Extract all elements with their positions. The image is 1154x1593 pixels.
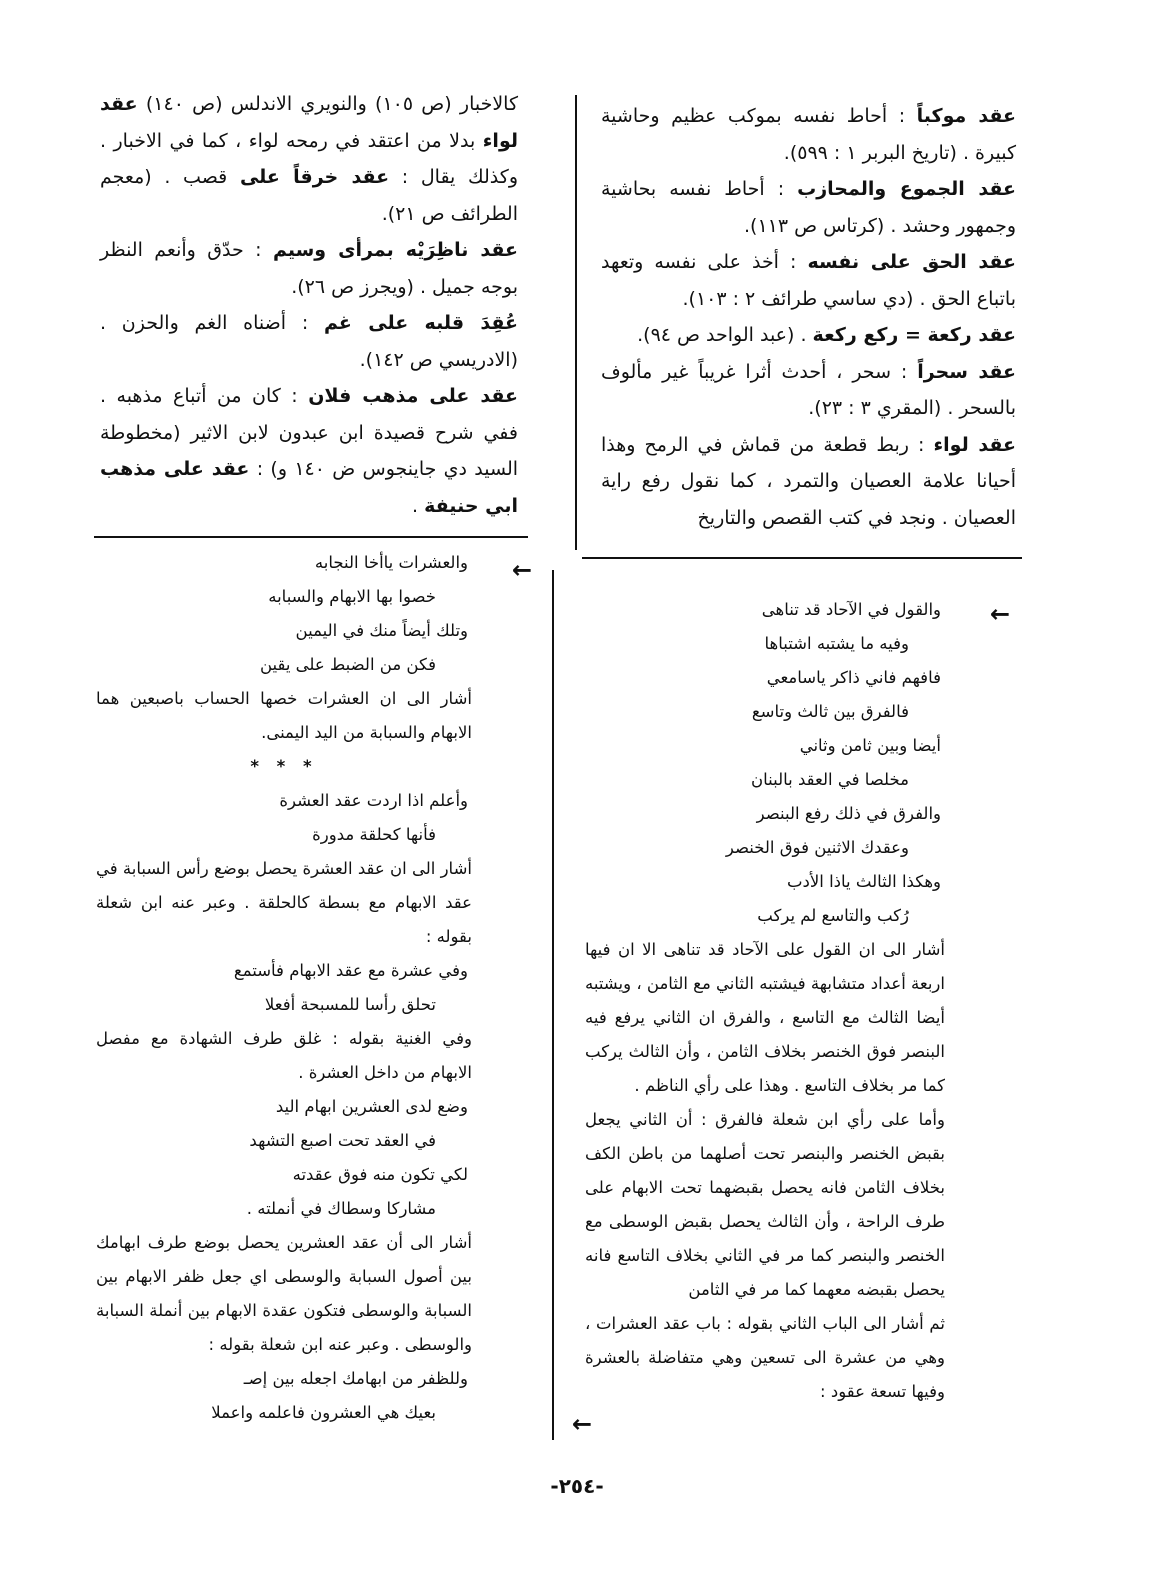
verse-line: والعشرات ياأخا النجابه bbox=[314, 553, 468, 572]
entry-text: . (عبد الواحد ص ٩٤). bbox=[637, 324, 813, 346]
entry-headword: عقد ناظِرَيْه بمرأى وسيم bbox=[272, 239, 518, 261]
verse-line: مخلصا في العقد بالبنان bbox=[751, 770, 909, 789]
verse-line: وتلك أيضاً منك في اليمين bbox=[295, 621, 468, 640]
entry-headword: عقد الحق على نفسه bbox=[807, 251, 1016, 273]
verse-line: خصوا بها الابهام والسبابه bbox=[268, 587, 436, 606]
entry-headword: عقد موكباً bbox=[916, 105, 1017, 127]
arrow-left-section: ← bbox=[512, 556, 533, 584]
dictionary-entry bbox=[100, 378, 518, 524]
page-number: -٢٥٤- bbox=[550, 1474, 604, 1498]
verse-line: بعيك هي العشرون فاعلمه واعملا bbox=[211, 1403, 436, 1422]
entry-text: . bbox=[412, 494, 425, 517]
dictionary-entry bbox=[601, 171, 1016, 244]
entry-text: بدلا من اعتقد في رمحه لواء ، كما في الاخبار . وكذلك يقال : bbox=[100, 129, 519, 188]
commentary-paragraph: ثم أشار الى الباب الثاني بقوله : باب عقد العشرات ، وهي من عشرة الى تسعين وهي متفاضلة بالعشرة وفيها تسعة عقود : bbox=[585, 1314, 945, 1401]
verse-line: وهكذا الثالث ياذا الأدب bbox=[786, 872, 941, 891]
dictionary-entry bbox=[100, 86, 518, 232]
entry-text: : حدّق وأنعم النظر بوجه جميل . (ويجرز ص ٢٦). bbox=[100, 239, 518, 298]
entry-headword: عقد على مذهب فلان bbox=[308, 385, 519, 407]
entry-text: قصب . (معجم الطرائف ص ٢١). bbox=[100, 166, 518, 225]
arrow-right-section: ← bbox=[990, 600, 1011, 628]
entry-text: : أحاط نفسه بحاشية وجمهور وحشد . (كرتاس ص ١١٣). bbox=[601, 178, 1016, 237]
entry-headword: عُقِدَ قلبه على غم bbox=[324, 312, 518, 334]
verse-line: فافهم فاني ذاكر ياسامعي bbox=[766, 668, 941, 687]
right-section-rule bbox=[582, 557, 1022, 559]
dictionary-entry bbox=[601, 317, 1016, 354]
verse-line: رُكب والتاسع لم يركب bbox=[757, 906, 909, 925]
entry-headword: عقد لواء bbox=[933, 433, 1016, 456]
dictionary-entry bbox=[100, 232, 518, 305]
commentary-paragraph: أشار الى أن عقد العشرين يحصل بوضع طرف ابهامك بين أصول السبابة والوسطى اي جعل ظفر الابهام بين السبابة والوسطى فتكون عقدة الابهام بين أنملة السبابة والوسطى . وعبر عنه ابن شعلة بقوله : bbox=[96, 1233, 472, 1354]
entry-text: : أحاط نفسه بموكب عظيم وحاشية كبيرة . (تاريخ البربر ١ : ٥٩٩). bbox=[601, 105, 1016, 164]
commentary-paragraph: أشار الى ان عقد العشرة يحصل بوضع رأس السبابة في عقد الابهام مع بسطة كالحلقة . وعبر عنه ابن شعلة بقوله : bbox=[96, 859, 472, 946]
commentary-paragraph: وفي الغنية بقوله : غلق طرف الشهادة مع مفصل الابهام من داخل العشرة . bbox=[96, 1029, 472, 1082]
verse-line: أيضا وبين ثامن وثاني bbox=[799, 736, 941, 755]
dictionary-entry bbox=[601, 98, 1016, 171]
verse-line: فكن من الضبط على يقين bbox=[259, 655, 436, 674]
entry-text: : أضناه الغم والحزن . (الادريسي ص ١٤٢). bbox=[100, 312, 518, 371]
dictionary-entry bbox=[100, 305, 518, 378]
column-divider-bottom bbox=[552, 570, 554, 1440]
entry-headword: عقد خرقاً على bbox=[239, 166, 390, 188]
arrow-right-continue: ← bbox=[572, 1410, 593, 1438]
commentary-paragraph: أشار الى ان القول على الآحاد قد تناهى الا ان فيها اربعة أعداد متشابهة فيشتبه الثاني مع الثامن ، ويشتبه أيضا الثالث مع التاسع ، والفرق ان الثاني يرفع فيه البنصر فوق الخنصر بخلاف الثامن ، وأن الثالث يركب كما مر بخلاف التاسع . وهذا على رأي الناظم . bbox=[585, 940, 945, 1095]
dictionary-entry bbox=[601, 244, 1016, 317]
verse-line: وفيه ما يشتبه اشتباها bbox=[764, 634, 909, 653]
verse-line: وضع لدى العشرين ابهام اليد bbox=[275, 1097, 468, 1116]
entry-text: : أخذ على نفسه وتعهد باتباع الحق . (دي ساسي طرائف ٢ : ١٠٣). bbox=[601, 251, 1016, 310]
verse-line: فأنها كحلقة مدورة bbox=[312, 825, 436, 844]
verse-line: والفرق في ذلك رفع البنصر bbox=[756, 804, 941, 823]
entry-text: : كان من أتباع مذهبه . ففي شرح قصيدة ابن عبدون لابن الاثير (مخطوطة السيد دي جاينجوس ض ١٤٠ و) : bbox=[100, 385, 519, 480]
entry-headword: عقد على مذهب ابي حنيفة bbox=[100, 458, 518, 517]
entry-headword: عقد سحراً bbox=[917, 360, 1016, 383]
right-column-verses bbox=[585, 593, 945, 1409]
verse-line: وأعلم اذا اردت عقد العشرة bbox=[279, 791, 468, 810]
verse-line: في العقد تحت اصبع التشهد bbox=[249, 1131, 436, 1150]
left-section-rule bbox=[94, 536, 528, 538]
entry-headword: عقد ركعة = ركع ركعة bbox=[812, 324, 1016, 346]
verse-line: وعقدك الاثنين فوق الخنصر bbox=[725, 838, 909, 857]
dictionary-entry bbox=[601, 427, 1016, 537]
entry-text: : ربط قطعة من قماش في الرمح وهذا أحيانا علامة العصيان والتمرد ، كما نقول رفع راية العصيان . ونجد في كتب القصص والتاريخ bbox=[601, 433, 1016, 529]
right-column-entries bbox=[601, 98, 1016, 536]
entry-headword: عقد الجموع والمحازب bbox=[797, 178, 1016, 200]
entry-text: كالاخبار (ص ١٠٥) والنويري الاندلس (ص ١٤٠) bbox=[137, 93, 519, 115]
verse-line: لكي تكون منه فوق عقدته bbox=[292, 1165, 468, 1184]
commentary-paragraph: أشار الى ان العشرات خصها الحساب باصبعين هما الابهام والسبابة من اليد اليمنى. bbox=[96, 689, 472, 742]
dictionary-entry bbox=[601, 354, 1016, 427]
left-column-entries bbox=[100, 86, 518, 524]
left-column-verses bbox=[96, 546, 472, 1430]
verse-line: فالفرق بين ثالث وتاسع bbox=[751, 702, 909, 721]
verse-line: وفي عشرة مع عقد الابهام فأستمع bbox=[233, 961, 468, 980]
verse-line: تحلق رأسا للمسبحة أفعلا bbox=[264, 995, 436, 1014]
verse-line: مشاركا وسطاك في أنملته . bbox=[246, 1199, 436, 1218]
entry-text: : سحر ، أحدث أثرا غريباً غير مألوف بالسحر . (المقري ٣ : ٢٣). bbox=[601, 360, 1016, 419]
verse-line: وللظفر من ابهامك اجعله بين إصـ bbox=[243, 1369, 468, 1388]
column-divider-top bbox=[575, 95, 577, 550]
entry-headword: عقد لواء bbox=[100, 93, 518, 152]
verse-line: والقول في الآحاد قد تناهى bbox=[761, 600, 941, 619]
commentary-paragraph: وأما على رأي ابن شعلة فالفرق : أن الثاني يجعل بقبض الخنصر والبنصر تحت أصلهما من باطن الكف بخلاف الثامن فانه يحصل بقبضهما تحت الابهام على طرف الراحة ، وأن الثالث يحصل بقبض الوسطى مع الخنصر والبنصر كما مر في الثاني بخلاف التاسع فانه يحصل بقبضه معهما كما مر في الثامن bbox=[585, 1110, 945, 1299]
section-separator: * * * bbox=[250, 757, 318, 776]
